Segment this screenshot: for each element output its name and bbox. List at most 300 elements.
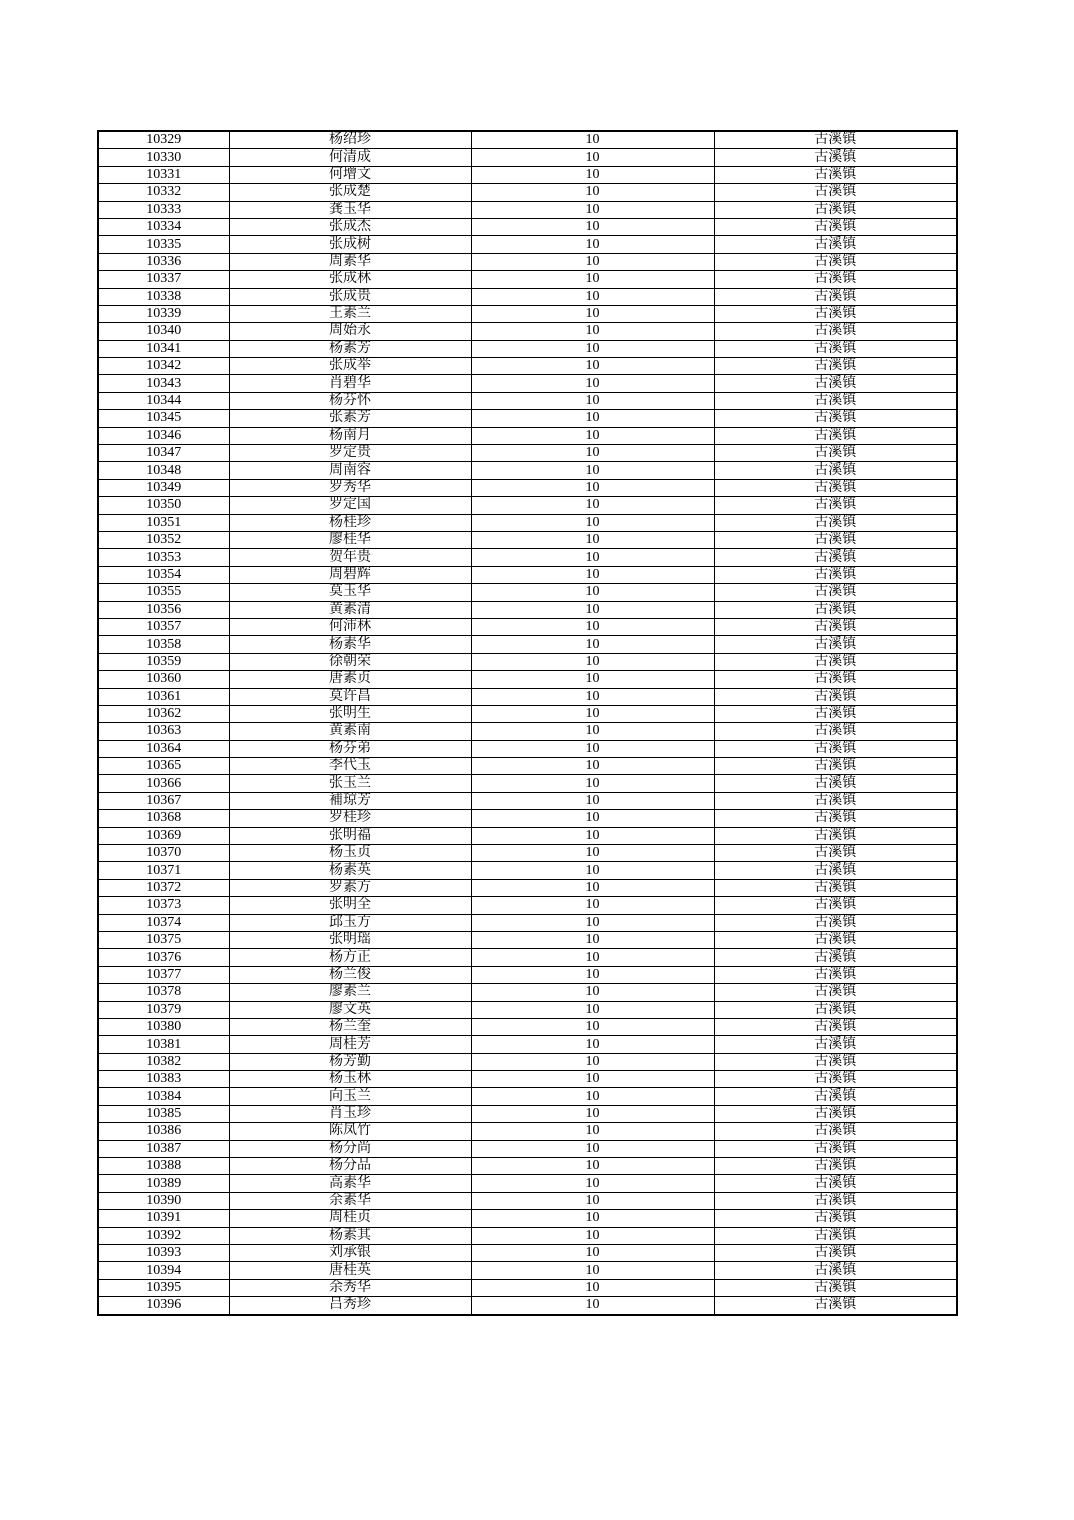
town-cell: 古溪镇 [714, 1036, 957, 1053]
table-row [98, 949, 957, 966]
amount-cell: 10 [471, 166, 714, 183]
name-cell: 罗定贵 [229, 445, 471, 462]
town-cell: 古溪镇 [714, 879, 957, 896]
name-cell: 何增文 [229, 166, 471, 183]
town-cell: 古溪镇 [714, 792, 957, 809]
amount-cell: 10 [471, 497, 714, 514]
table-row [98, 497, 957, 514]
amount-cell: 10 [471, 601, 714, 618]
table-row [98, 1088, 957, 1105]
town-cell: 古溪镇 [714, 636, 957, 653]
town-cell: 古溪镇 [714, 201, 957, 218]
name-cell: 杨方正 [229, 949, 471, 966]
amount-cell: 10 [471, 340, 714, 357]
amount-cell: 10 [471, 271, 714, 288]
town-cell: 古溪镇 [714, 671, 957, 688]
id-cell: 10357 [98, 618, 229, 635]
town-cell: 古溪镇 [714, 1140, 957, 1157]
name-cell: 莫许昌 [229, 688, 471, 705]
table-row [98, 966, 957, 983]
id-cell: 10387 [98, 1140, 229, 1157]
table-body [98, 131, 957, 1315]
id-cell: 10333 [98, 201, 229, 218]
town-cell: 古溪镇 [714, 271, 957, 288]
id-cell: 10373 [98, 897, 229, 914]
id-cell: 10339 [98, 305, 229, 322]
name-cell: 罗素方 [229, 879, 471, 896]
id-cell: 10341 [98, 340, 229, 357]
id-cell: 10395 [98, 1279, 229, 1296]
id-cell: 10379 [98, 1001, 229, 1018]
amount-cell: 10 [471, 184, 714, 201]
name-cell: 黄素清 [229, 601, 471, 618]
table-row [98, 653, 957, 670]
name-cell: 张明生 [229, 705, 471, 722]
town-cell: 古溪镇 [714, 618, 957, 635]
table-row [98, 1001, 957, 1018]
town-cell: 古溪镇 [714, 653, 957, 670]
id-cell: 10385 [98, 1105, 229, 1122]
id-cell: 10336 [98, 253, 229, 270]
table-row [98, 410, 957, 427]
table-row [98, 1105, 957, 1122]
id-cell: 10330 [98, 149, 229, 166]
town-cell: 古溪镇 [714, 1105, 957, 1122]
town-cell: 古溪镇 [714, 949, 957, 966]
table-row [98, 149, 957, 166]
id-cell: 10376 [98, 949, 229, 966]
town-cell: 古溪镇 [714, 1210, 957, 1227]
amount-cell: 10 [471, 566, 714, 583]
table-row [98, 671, 957, 688]
id-cell: 10345 [98, 410, 229, 427]
amount-cell: 10 [471, 671, 714, 688]
town-cell: 古溪镇 [714, 549, 957, 566]
amount-cell: 10 [471, 131, 714, 149]
name-cell: 周桂芳 [229, 1036, 471, 1053]
name-cell: 杨玉贞 [229, 845, 471, 862]
table-row [98, 740, 957, 757]
amount-cell: 10 [471, 1262, 714, 1279]
id-cell: 10377 [98, 966, 229, 983]
name-cell: 廖桂华 [229, 531, 471, 548]
amount-cell: 10 [471, 862, 714, 879]
town-cell: 古溪镇 [714, 688, 957, 705]
town-cell: 古溪镇 [714, 845, 957, 862]
table-row [98, 618, 957, 635]
amount-cell: 10 [471, 479, 714, 496]
id-cell: 10348 [98, 462, 229, 479]
town-cell: 古溪镇 [714, 1123, 957, 1140]
town-cell: 古溪镇 [714, 758, 957, 775]
amount-cell: 10 [471, 1140, 714, 1157]
town-cell: 古溪镇 [714, 775, 957, 792]
town-cell: 古溪镇 [714, 1053, 957, 1070]
table-row [98, 1036, 957, 1053]
amount-cell: 10 [471, 584, 714, 601]
amount-cell: 10 [471, 845, 714, 862]
id-cell: 10364 [98, 740, 229, 757]
table-row [98, 601, 957, 618]
id-cell: 10367 [98, 792, 229, 809]
amount-cell: 10 [471, 792, 714, 809]
name-cell: 张明全 [229, 897, 471, 914]
table-row [98, 584, 957, 601]
table-row [98, 184, 957, 201]
name-cell: 张成举 [229, 358, 471, 375]
town-cell: 古溪镇 [714, 862, 957, 879]
town-cell: 古溪镇 [714, 1192, 957, 1209]
id-cell: 10384 [98, 1088, 229, 1105]
amount-cell: 10 [471, 1279, 714, 1296]
name-cell: 刘承银 [229, 1245, 471, 1262]
amount-cell: 10 [471, 410, 714, 427]
amount-cell: 10 [471, 1018, 714, 1035]
town-cell: 古溪镇 [714, 236, 957, 253]
amount-cell: 10 [471, 1245, 714, 1262]
name-cell: 杨分品 [229, 1158, 471, 1175]
table-row [98, 914, 957, 931]
table-row [98, 1227, 957, 1244]
amount-cell: 10 [471, 305, 714, 322]
id-cell: 10335 [98, 236, 229, 253]
name-cell: 杨桂珍 [229, 514, 471, 531]
amount-cell: 10 [471, 358, 714, 375]
name-cell: 杨素英 [229, 862, 471, 879]
town-cell: 古溪镇 [714, 1279, 957, 1296]
town-cell: 古溪镇 [714, 966, 957, 983]
amount-cell: 10 [471, 514, 714, 531]
id-cell: 10352 [98, 531, 229, 548]
town-cell: 古溪镇 [714, 445, 957, 462]
name-cell: 龚玉华 [229, 201, 471, 218]
amount-cell: 10 [471, 1053, 714, 1070]
table-row [98, 479, 957, 496]
table-row [98, 775, 957, 792]
name-cell: 李代玉 [229, 758, 471, 775]
name-cell: 周桂贞 [229, 1210, 471, 1227]
name-cell: 王素兰 [229, 305, 471, 322]
amount-cell: 10 [471, 810, 714, 827]
id-cell: 10351 [98, 514, 229, 531]
id-cell: 10331 [98, 166, 229, 183]
amount-cell: 10 [471, 1175, 714, 1192]
town-cell: 古溪镇 [714, 497, 957, 514]
town-cell: 古溪镇 [714, 566, 957, 583]
amount-cell: 10 [471, 1088, 714, 1105]
name-cell: 罗桂珍 [229, 810, 471, 827]
town-cell: 古溪镇 [714, 810, 957, 827]
name-cell: 杨绍珍 [229, 131, 471, 149]
id-cell: 10356 [98, 601, 229, 618]
town-cell: 古溪镇 [714, 375, 957, 392]
table-row [98, 723, 957, 740]
name-cell: 莫玉华 [229, 584, 471, 601]
name-cell: 杨分尚 [229, 1140, 471, 1157]
name-cell: 罗秀华 [229, 479, 471, 496]
town-cell: 古溪镇 [714, 462, 957, 479]
amount-cell: 10 [471, 427, 714, 444]
id-cell: 10375 [98, 931, 229, 948]
table-row [98, 166, 957, 183]
id-cell: 10390 [98, 1192, 229, 1209]
name-cell: 唐桂英 [229, 1262, 471, 1279]
amount-cell: 10 [471, 966, 714, 983]
id-cell: 10369 [98, 827, 229, 844]
table-row [98, 288, 957, 305]
amount-cell: 10 [471, 879, 714, 896]
amount-cell: 10 [471, 984, 714, 1001]
name-cell: 张素芳 [229, 410, 471, 427]
table-row [98, 445, 957, 462]
amount-cell: 10 [471, 618, 714, 635]
town-cell: 古溪镇 [714, 479, 957, 496]
name-cell: 周碧辉 [229, 566, 471, 583]
table-row [98, 131, 957, 149]
id-cell: 10382 [98, 1053, 229, 1070]
amount-cell: 10 [471, 1192, 714, 1209]
id-cell: 10378 [98, 984, 229, 1001]
name-cell: 肖碧华 [229, 375, 471, 392]
name-cell: 黄素南 [229, 723, 471, 740]
id-cell: 10381 [98, 1036, 229, 1053]
name-cell: 张玉兰 [229, 775, 471, 792]
town-cell: 古溪镇 [714, 218, 957, 235]
table-row [98, 1192, 957, 1209]
table-row [98, 1175, 957, 1192]
name-cell: 杨芬弟 [229, 740, 471, 757]
name-cell: 罗定国 [229, 497, 471, 514]
name-cell: 杨芬怀 [229, 392, 471, 409]
id-cell: 10343 [98, 375, 229, 392]
name-cell: 张成林 [229, 271, 471, 288]
name-cell: 杨素其 [229, 1227, 471, 1244]
table-row [98, 845, 957, 862]
id-cell: 10393 [98, 1245, 229, 1262]
amount-cell: 10 [471, 688, 714, 705]
amount-cell: 10 [471, 1123, 714, 1140]
amount-cell: 10 [471, 1158, 714, 1175]
amount-cell: 10 [471, 1036, 714, 1053]
name-cell: 高素华 [229, 1175, 471, 1192]
name-cell: 陈凤竹 [229, 1123, 471, 1140]
town-cell: 古溪镇 [714, 514, 957, 531]
id-cell: 10344 [98, 392, 229, 409]
id-cell: 10354 [98, 566, 229, 583]
id-cell: 10396 [98, 1297, 229, 1315]
table-row [98, 1245, 957, 1262]
name-cell: 杨南月 [229, 427, 471, 444]
town-cell: 古溪镇 [714, 1297, 957, 1315]
amount-cell: 10 [471, 949, 714, 966]
amount-cell: 10 [471, 1210, 714, 1227]
amount-cell: 10 [471, 375, 714, 392]
table-row [98, 253, 957, 270]
table-row [98, 862, 957, 879]
name-cell: 周南容 [229, 462, 471, 479]
name-cell: 何清成 [229, 149, 471, 166]
id-cell: 10332 [98, 184, 229, 201]
name-cell: 杨素华 [229, 636, 471, 653]
town-cell: 古溪镇 [714, 584, 957, 601]
id-cell: 10361 [98, 688, 229, 705]
table-row [98, 271, 957, 288]
amount-cell: 10 [471, 201, 714, 218]
name-cell: 杨兰奎 [229, 1018, 471, 1035]
table-row [98, 566, 957, 583]
table-row [98, 1018, 957, 1035]
id-cell: 10383 [98, 1071, 229, 1088]
amount-cell: 10 [471, 288, 714, 305]
id-cell: 10358 [98, 636, 229, 653]
id-cell: 10370 [98, 845, 229, 862]
table-row [98, 531, 957, 548]
name-cell: 周始永 [229, 323, 471, 340]
amount-cell: 10 [471, 636, 714, 653]
table-row [98, 688, 957, 705]
town-cell: 古溪镇 [714, 340, 957, 357]
table-row [98, 549, 957, 566]
name-cell: 余秀华 [229, 1279, 471, 1296]
id-cell: 10359 [98, 653, 229, 670]
name-cell: 廖素兰 [229, 984, 471, 1001]
amount-cell: 10 [471, 897, 714, 914]
name-cell: 周素华 [229, 253, 471, 270]
table-row [98, 810, 957, 827]
name-cell: 杨兰俊 [229, 966, 471, 983]
table-row [98, 1158, 957, 1175]
town-cell: 古溪镇 [714, 1088, 957, 1105]
name-cell: 张成杰 [229, 218, 471, 235]
town-cell: 古溪镇 [714, 914, 957, 931]
table-row [98, 931, 957, 948]
town-cell: 古溪镇 [714, 1245, 957, 1262]
id-cell: 10350 [98, 497, 229, 514]
amount-cell: 10 [471, 445, 714, 462]
town-cell: 古溪镇 [714, 184, 957, 201]
table-row [98, 305, 957, 322]
id-cell: 10366 [98, 775, 229, 792]
id-cell: 10342 [98, 358, 229, 375]
table-row [98, 201, 957, 218]
id-cell: 10371 [98, 862, 229, 879]
amount-cell: 10 [471, 740, 714, 757]
table-row [98, 1123, 957, 1140]
town-cell: 古溪镇 [714, 358, 957, 375]
table-row [98, 984, 957, 1001]
id-cell: 10374 [98, 914, 229, 931]
table-row [98, 1071, 957, 1088]
town-cell: 古溪镇 [714, 427, 957, 444]
town-cell: 古溪镇 [714, 531, 957, 548]
table-row [98, 897, 957, 914]
town-cell: 古溪镇 [714, 1175, 957, 1192]
id-cell: 10337 [98, 271, 229, 288]
amount-cell: 10 [471, 549, 714, 566]
id-cell: 10362 [98, 705, 229, 722]
name-cell: 杨素芳 [229, 340, 471, 357]
table-row [98, 358, 957, 375]
amount-cell: 10 [471, 531, 714, 548]
id-cell: 10329 [98, 131, 229, 149]
town-cell: 古溪镇 [714, 1158, 957, 1175]
id-cell: 10391 [98, 1210, 229, 1227]
name-cell: 张成贵 [229, 288, 471, 305]
table-row [98, 1297, 957, 1315]
id-cell: 10380 [98, 1018, 229, 1035]
town-cell: 古溪镇 [714, 931, 957, 948]
town-cell: 古溪镇 [714, 740, 957, 757]
amount-cell: 10 [471, 149, 714, 166]
id-cell: 10372 [98, 879, 229, 896]
town-cell: 古溪镇 [714, 410, 957, 427]
table-row [98, 827, 957, 844]
amount-cell: 10 [471, 914, 714, 931]
table-row [98, 323, 957, 340]
town-cell: 古溪镇 [714, 1262, 957, 1279]
amount-cell: 10 [471, 1227, 714, 1244]
id-cell: 10334 [98, 218, 229, 235]
amount-cell: 10 [471, 758, 714, 775]
town-cell: 古溪镇 [714, 705, 957, 722]
table-row [98, 340, 957, 357]
amount-cell: 10 [471, 705, 714, 722]
amount-cell: 10 [471, 723, 714, 740]
table-row [98, 462, 957, 479]
table-row [98, 879, 957, 896]
id-cell: 10353 [98, 549, 229, 566]
town-cell: 古溪镇 [714, 723, 957, 740]
town-cell: 古溪镇 [714, 1001, 957, 1018]
town-cell: 古溪镇 [714, 1227, 957, 1244]
table-row [98, 792, 957, 809]
amount-cell: 10 [471, 1297, 714, 1315]
table-row [98, 427, 957, 444]
id-cell: 10394 [98, 1262, 229, 1279]
table-row [98, 392, 957, 409]
id-cell: 10368 [98, 810, 229, 827]
table-row [98, 1279, 957, 1296]
name-cell: 唐素贞 [229, 671, 471, 688]
amount-cell: 10 [471, 827, 714, 844]
id-cell: 10386 [98, 1123, 229, 1140]
id-cell: 10349 [98, 479, 229, 496]
table-row [98, 636, 957, 653]
town-cell: 古溪镇 [714, 305, 957, 322]
town-cell: 古溪镇 [714, 131, 957, 149]
amount-cell: 10 [471, 236, 714, 253]
table-row [98, 1210, 957, 1227]
name-cell: 张明瑶 [229, 931, 471, 948]
town-cell: 古溪镇 [714, 897, 957, 914]
name-cell: 余素华 [229, 1192, 471, 1209]
id-cell: 10392 [98, 1227, 229, 1244]
id-cell: 10346 [98, 427, 229, 444]
town-cell: 古溪镇 [714, 166, 957, 183]
name-cell: 贺年贵 [229, 549, 471, 566]
id-cell: 10338 [98, 288, 229, 305]
amount-cell: 10 [471, 1105, 714, 1122]
town-cell: 古溪镇 [714, 288, 957, 305]
table-row [98, 514, 957, 531]
name-cell: 向玉兰 [229, 1088, 471, 1105]
amount-cell: 10 [471, 253, 714, 270]
town-cell: 古溪镇 [714, 1071, 957, 1088]
table-row [98, 1053, 957, 1070]
table-row [98, 375, 957, 392]
table-row [98, 218, 957, 235]
town-cell: 古溪镇 [714, 984, 957, 1001]
